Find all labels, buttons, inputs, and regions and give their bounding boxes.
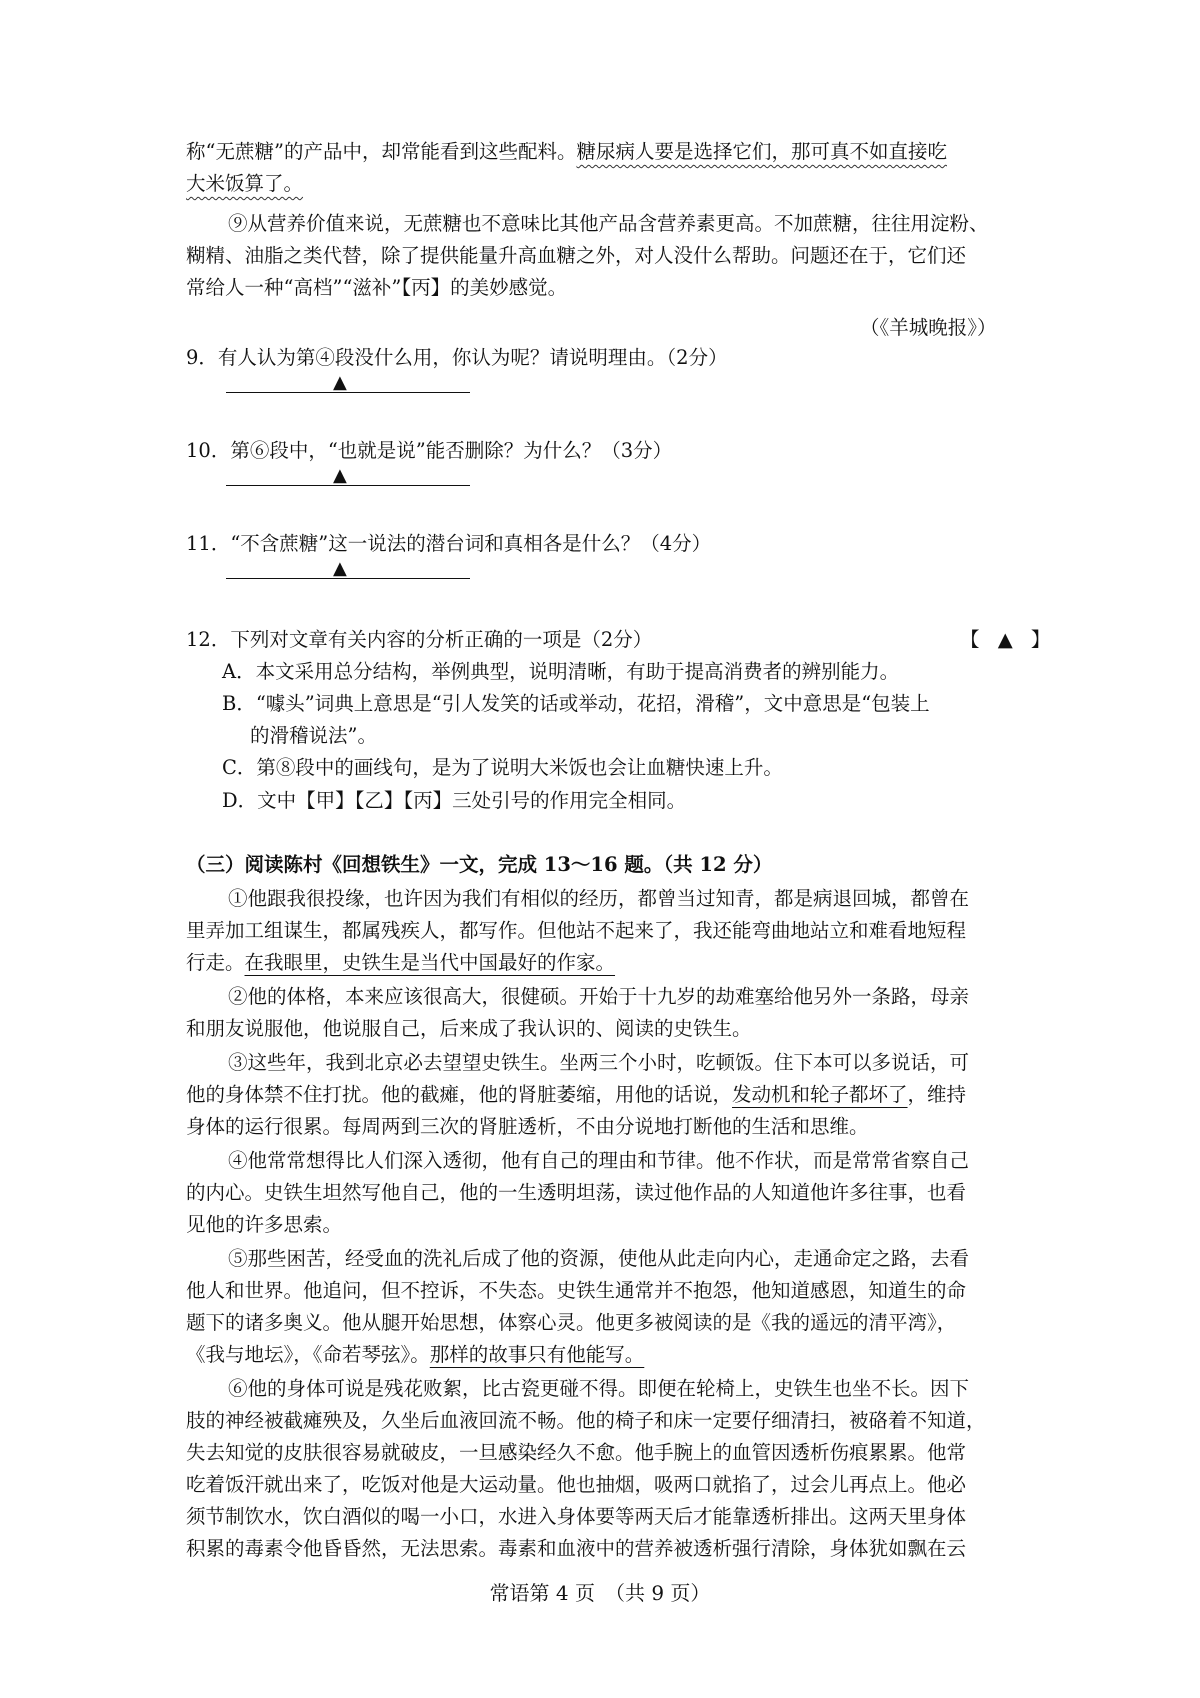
s3-p6-line6: 积累的毒素令他昏昏然，无法思索。毒素和血液中的营养被透析强行清除，身体犹如飘在云 [186,1537,967,1560]
question-11: 11．“不含蔗糖”这一说法的潜台词和真相各是什么？（4分） [186,532,712,555]
s3-p4-line1: ④他常常想得比人们深入透彻，他有自己的理由和节律。他不作状，而是常常省察自己 [228,1149,970,1172]
s3-p3-line3: 身体的运行很累。每周两到三次的肾脏透析，不由分说地打断他的生活和思维。 [186,1115,869,1138]
option-b[interactable]: B．“噱头”词典上意思是“引人发笑的话或举动，花招，滑稽”，文中意思是“包装上 [222,692,930,715]
s3-p3-text-a: 他的身体禁不住打扰。他的截瘫，他的肾脏萎缩，用他的话说， [186,1083,733,1106]
p8-wavy-sentence: 糖尿病人要是选择它们，那可真不如直接吃 [576,140,947,163]
s3-p2-line2: 和朋友说服他，他说服自己，后来成了我认识的、阅读的史铁生。 [186,1017,752,1040]
passage-source: （《羊城晚报》） [860,316,997,339]
s3-p2-line1: ②他的体格，本来应该很高大，很健硕。开始于十九岁的劫难塞给他另外一条路，母亲 [228,985,970,1008]
answer-triangle-icon: ▲ [333,558,347,579]
s3-p4-line2: 的内心。史铁生坦然写他自己，他的一生透明坦荡，读过他作品的人知道他许多往事，也看 [186,1181,967,1204]
s3-p5-line2: 他人和世界。他追问，但不控诉，不失态。史铁生通常并不抱怨，他知道感恩，知道生的命 [186,1279,967,1302]
p8-tail-text: 称“无蔗糖”的产品中，却常能看到这些配料。 [186,140,577,163]
option-a[interactable]: A．本文采用总分结构，举例典型，说明清晰，有助于提高消费者的辨别能力。 [222,660,900,683]
s3-p3-line2 [186,1079,1026,1107]
s3-p1-line2: 里弄加工组谋生，都属残疾人，都写作。但他站不起来了，我还能弯曲地站立和难看地短程 [186,919,967,942]
answer-triangle-icon: ▲ [333,465,347,486]
s3-p1-underlined: 在我眼里，史铁生是当代中国最好的作家。 [244,951,616,974]
p8-tail-line1 [186,136,1026,164]
answer-line-11[interactable] [226,558,470,579]
question-12: 12．下列对文章有关内容的分析正确的一项是（2分） [186,628,653,651]
p8-wavy-sentence-end: 大米饭算了。 [186,172,304,195]
s3-p3-text-c: ，维持 [907,1083,967,1106]
s3-p3-underlined: 发动机和轮子都坏了 [732,1083,908,1106]
s3-p3-line1: ③这些年，我到北京必去望望史铁生。坐两三个小时，吃顿饭。住下本可以多说话，可 [228,1051,970,1074]
answer-line-10[interactable] [226,465,470,486]
s3-p1-line1: ①他跟我很投缘，也许因为我们有相似的经历，都曾当过知青，都是病退回城，都曾在 [228,887,970,910]
answer-triangle-icon: ▲ [333,372,347,393]
option-d[interactable]: D．文中【甲】【乙】【丙】三处引号的作用完全相同。 [222,789,687,812]
s3-p1-line3 [186,947,1026,975]
option-b-cont: 的滑稽说法”。 [250,724,377,747]
p9-line1: ⑨从营养价值来说，无蔗糖也不意味比其他产品含营养素更高。不加蔗糖，往往用淀粉、 [228,212,989,235]
answer-bracket[interactable]: 【 ▲ 】 [960,628,1057,651]
answer-line-9[interactable] [226,372,470,393]
s3-p5-text: 《我与地坛》，《命若琴弦》。 [186,1343,430,1366]
p8-tail-line2 [186,168,1026,196]
s3-p4-line3: 见他的许多思索。 [186,1213,343,1236]
s3-p6-line1: ⑥他的身体可说是残花败絮，比古瓷更碰不得。即便在轮椅上，史铁生也坐不长。因下 [228,1377,970,1400]
s3-p6-line3: 失去知觉的皮肤很容易就破皮，一旦感染经久不愈。他手腕上的血管因透析伤痕累累。他常 [186,1441,967,1464]
p9-line2: 糊精、油脂之类代替，除了提供能量升高血糖之外，对人没什么帮助。问题还在于，它们还 [186,244,967,267]
question-10: 10．第⑥段中，“也就是说”能否删除？为什么？（3分） [186,439,673,462]
s3-p6-line2: 肢的神经被截瘫殃及，久坐后血液回流不畅。他的椅子和床一定要仔细清扫，被硌着不知道， [186,1409,986,1432]
s3-p6-line5: 须节制饮水，饮白酒似的喝一小口，水进入身体要等两天后才能靠透析排出。这两天里身体 [186,1505,967,1528]
section-3-heading: （三）阅读陈村《回想铁生》一文，完成 13～16 题。（共 12 分） [186,853,773,876]
page-footer: 常语第 4 页 （共 9 页） [489,1581,711,1605]
s3-p1-text: 行走。 [186,951,245,974]
option-c[interactable]: C．第⑧段中的画线句，是为了说明大米饭也会让血糖快速上升。 [222,756,783,779]
s3-p5-underlined: 那样的故事只有他能写。 [429,1343,645,1366]
s3-p6-line4: 吃着饭汗就出来了，吃饭对他是大运动量。他也抽烟，吸两口就掐了，过会儿再点上。他必 [186,1473,967,1496]
s3-p5-line3: 题下的诸多奥义。他从腿开始思想，体察心灵。他更多被阅读的是《我的遥远的清平湾》， [186,1311,957,1334]
s3-p5-line4 [186,1339,1026,1367]
question-9: 9．有人认为第④段没什么用，你认为呢？请说明理由。（2分） [186,346,728,369]
p9-line3: 常给人一种“高档”“滋补”【丙】的美妙感觉。 [186,276,568,299]
s3-p5-line1: ⑤那些困苦，经受血的洗礼后成了他的资源，使他从此走向内心，走通命定之路，去看 [228,1247,970,1270]
